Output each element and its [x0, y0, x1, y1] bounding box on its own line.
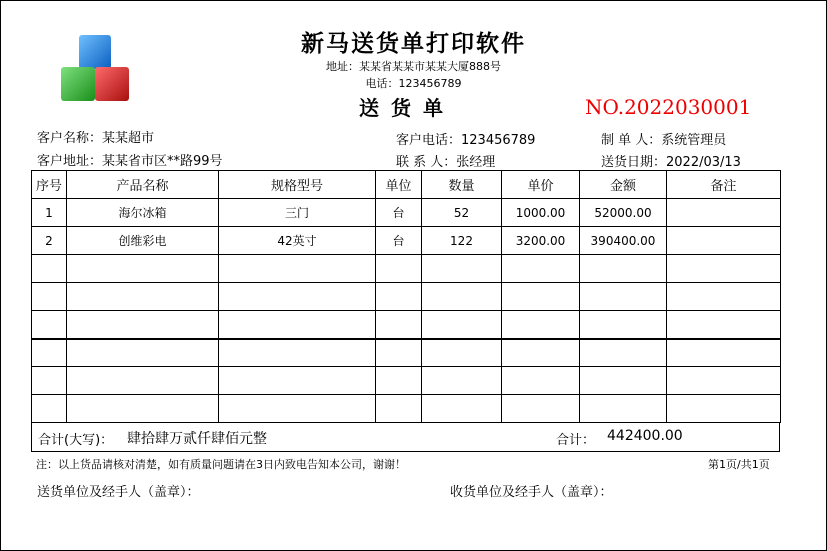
table-cell: 52000.00 — [580, 199, 667, 227]
customer-phone: 客户电话：123456789 — [396, 133, 536, 148]
table-row-empty — [32, 283, 781, 311]
table-cell: 2 — [32, 227, 67, 255]
table-row-empty — [32, 255, 781, 283]
table-row-empty — [32, 339, 781, 367]
table-cell: 台 — [376, 199, 422, 227]
table-cell — [667, 199, 781, 227]
column-header: 备注 — [667, 171, 781, 199]
table-header-row — [32, 171, 781, 199]
table-row — [32, 227, 781, 255]
table-cell: 创维彩电 — [67, 227, 219, 255]
delivery-date: 送货日期：2022/03/13 — [601, 155, 741, 170]
column-header: 金额 — [580, 171, 667, 199]
total-upper-label: 合计(大写)： — [38, 433, 114, 448]
company-phone: 电话：123456789 — [365, 77, 462, 90]
page-indicator: 第1页/共1页 — [708, 458, 770, 471]
table-cell: 三门 — [219, 199, 376, 227]
column-header: 产品名称 — [67, 171, 219, 199]
column-header: 单价 — [502, 171, 580, 199]
column-header: 规格型号 — [219, 171, 376, 199]
customer-address: 客户地址：某某省市区**路99号 — [37, 154, 223, 169]
table-cell: 390400.00 — [580, 227, 667, 255]
table-cell: 122 — [422, 227, 502, 255]
customer-name: 客户名称：某某超市 — [37, 131, 155, 146]
document-number: NO.2022030001 — [585, 95, 752, 119]
column-header: 数量 — [422, 171, 502, 199]
table-cell: 1 — [32, 199, 67, 227]
table-cell — [667, 227, 781, 255]
table-row-empty — [32, 395, 781, 423]
table-cell: 3200.00 — [502, 227, 580, 255]
total-sum-value: 442400.00 — [607, 428, 683, 444]
table-cell: 52 — [422, 199, 502, 227]
column-header: 序号 — [32, 171, 67, 199]
footer-note: 注：以上货品请核对清楚，如有质量问题请在3日内致电告知本公司，谢谢！ — [36, 458, 406, 471]
table-row-empty — [32, 311, 781, 339]
receiver-signature-label: 收货单位及经手人（盖章）： — [450, 485, 613, 500]
column-header: 单位 — [376, 171, 422, 199]
table-cell: 1000.00 — [502, 199, 580, 227]
table-row — [32, 199, 781, 227]
total-sum-label: 合计： — [556, 433, 596, 448]
document-title: 送货单 — [359, 96, 455, 120]
table-cell: 42英寸 — [219, 227, 376, 255]
company-address: 地址：某某省某某市某某大厦888号 — [326, 60, 501, 73]
document-maker: 制 单 人：系统管理员 — [601, 133, 727, 148]
table-row-empty — [32, 367, 781, 395]
total-upper-value: 肆拾肆万贰仟肆佰元整 — [127, 431, 267, 447]
totals-row — [31, 422, 780, 452]
items-table — [31, 170, 781, 423]
sender-signature-label: 送货单位及经手人（盖章）： — [37, 485, 200, 500]
contact-person: 联 系 人：张经理 — [396, 155, 496, 170]
table-cell: 台 — [376, 227, 422, 255]
company-name: 新马送货单打印软件 — [301, 30, 526, 57]
table-cell: 海尔冰箱 — [67, 199, 219, 227]
